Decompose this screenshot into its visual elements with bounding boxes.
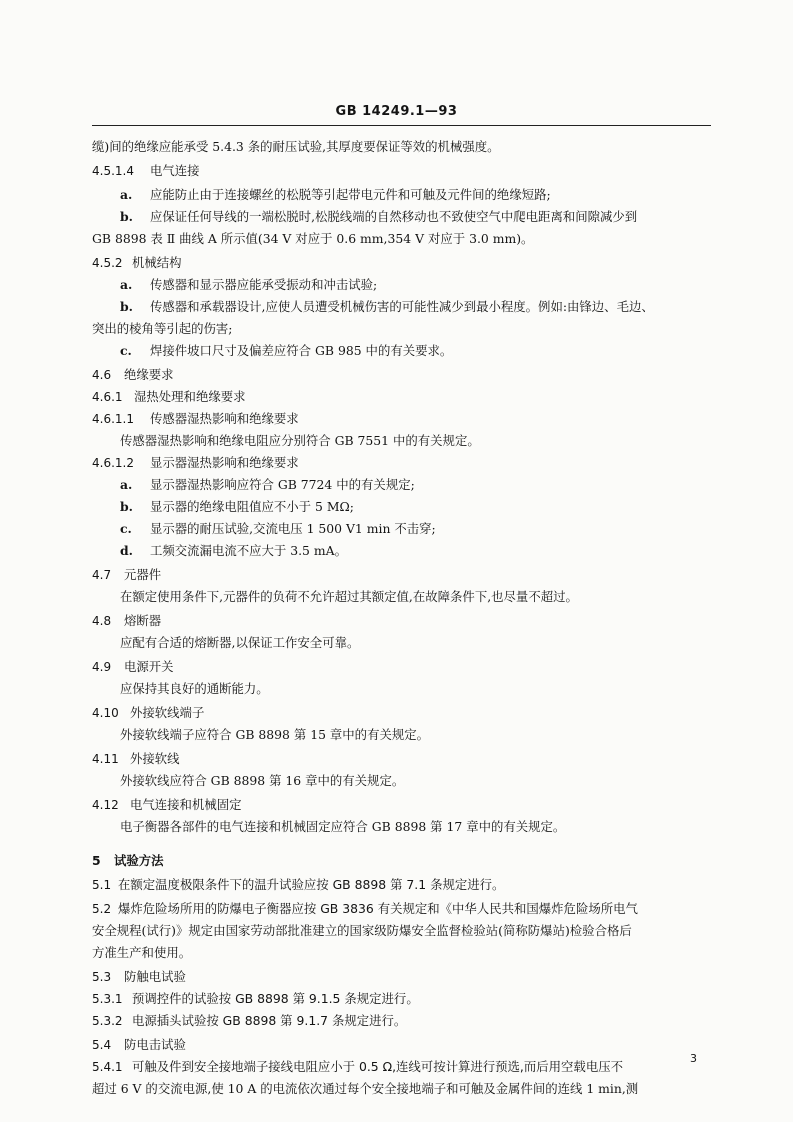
- list-item-label: c.: [120, 521, 132, 536]
- clause-text: 电源开关: [124, 659, 174, 674]
- clause-line: [92, 991, 419, 1007]
- line-text: 应保证任何导线的一端松脱时,松脱线端的自然移动也不致使空气中爬电距离和间隙减少到: [150, 209, 638, 224]
- clause-text: 预调控件的试验按 GB 8898 第 9.1.5 条规定进行。: [132, 991, 419, 1006]
- clause-line: [92, 705, 204, 721]
- line-text: 显示器湿热影响应符合 GB 7724 中的有关规定;: [150, 477, 415, 492]
- text-line: [120, 727, 429, 743]
- clause-line: [92, 1013, 406, 1029]
- clause-number: 5.1: [92, 878, 112, 892]
- list-item-label: a.: [120, 187, 133, 202]
- text-line: [120, 681, 269, 697]
- text-line: [92, 139, 500, 155]
- line-text: 显示器的耐压试验,交流电压 1 500 V1 min 不击穿;: [150, 521, 436, 536]
- line-text: 应配有合适的熔断器,以保证工作安全可靠。: [120, 635, 360, 650]
- list-item: [120, 521, 436, 537]
- list-item-label: b.: [120, 299, 133, 314]
- line-text: 应能防止由于连接螺丝的松脱等引起带电元件和可触及元件间的绝缘短路;: [150, 187, 551, 202]
- clause-line: [92, 853, 164, 869]
- clause-text: 防电击试验: [124, 1037, 186, 1052]
- clause-line: [92, 797, 242, 813]
- line-text: 外接软线应符合 GB 8898 第 16 章中的有关规定。: [120, 773, 405, 788]
- line-text: 传感器和承载器设计,应使人员遭受机械伤害的可能性减少到最小程度。例如:由锋边、毛边、: [150, 299, 654, 314]
- clause-line: [92, 389, 246, 405]
- clause-number: 4.6.1: [92, 390, 123, 404]
- text-line: [92, 923, 632, 939]
- clause-line: [92, 901, 638, 917]
- clause-number: 5.3.1: [92, 992, 123, 1006]
- clause-line: [92, 255, 182, 271]
- text-line: [120, 819, 565, 835]
- clause-number: 5.3.2: [92, 1014, 123, 1028]
- line-text: 缆)间的绝缘应能承受 5.4.3 条的耐压试验,其厚度要保证等效的机械强度。: [92, 139, 500, 154]
- list-item-label: b.: [120, 499, 133, 514]
- clause-number: 5.2: [92, 902, 112, 916]
- list-item: [120, 477, 415, 493]
- text-line: [92, 321, 232, 337]
- clause-text: 试验方法: [114, 853, 164, 868]
- list-item: [120, 277, 377, 293]
- clause-number: 4.12: [92, 798, 119, 812]
- clause-line: [92, 1059, 623, 1075]
- clause-line: [92, 751, 180, 767]
- clause-line: [92, 969, 186, 985]
- clause-text: 机械结构: [132, 255, 182, 270]
- text-line: [120, 589, 578, 605]
- text-line: [92, 945, 191, 961]
- page-number: 3: [690, 1052, 697, 1065]
- line-text: 在额定使用条件下,元器件的负荷不允许超过其额定值,在故障条件下,也尽量不超过。: [120, 589, 578, 604]
- clause-number: 4.11: [92, 752, 119, 766]
- clause-text: 外接软线端子: [130, 705, 205, 720]
- line-text: 传感器湿热影响和绝缘电阻应分别符合 GB 7551 中的有关规定。: [120, 433, 480, 448]
- line-text: 方准生产和使用。: [92, 945, 192, 960]
- clause-number: 4.8: [92, 614, 112, 628]
- list-item: [120, 187, 551, 203]
- clause-number: 4.10: [92, 706, 119, 720]
- clause-number: 5.3: [92, 970, 112, 984]
- list-item: [120, 209, 637, 225]
- line-text: 超过 6 V 的交流电源,使 10 A 的电流依次通过每个安全接地端子和可触及金属件间的连线 1 min,测: [92, 1081, 639, 1096]
- list-item: [120, 499, 354, 515]
- text-line: [120, 773, 404, 789]
- list-item: [120, 543, 347, 559]
- clause-text: 显示器湿热影响和绝缘要求: [150, 455, 299, 470]
- clause-line: [92, 455, 299, 471]
- line-text: 电子衡器各部件的电气连接和机械固定应符合 GB 8898 第 17 章中的有关规定。: [120, 819, 566, 834]
- clause-text: 熔断器: [124, 613, 162, 628]
- clause-line: [92, 613, 161, 629]
- header-rule: [92, 125, 711, 126]
- line-text: 突出的棱角等引起的伤害;: [92, 321, 233, 336]
- list-item-label: c.: [120, 343, 132, 358]
- clause-line: [92, 1037, 186, 1053]
- page-header: GB 14249.1—93: [335, 104, 458, 119]
- clause-text: 元器件: [124, 567, 162, 582]
- line-text: 外接软线端子应符合 GB 8898 第 15 章中的有关规定。: [120, 727, 430, 742]
- text-line: [92, 231, 533, 247]
- clause-number: 4.6.1.1: [92, 412, 134, 426]
- clause-line: [92, 659, 174, 675]
- list-item-label: b.: [120, 209, 133, 224]
- clause-line: [92, 163, 200, 179]
- line-text: 焊接件坡口尺寸及偏差应符合 GB 985 中的有关要求。: [150, 343, 453, 358]
- line-text: 显示器的绝缘电阻值应不小于 5 MΩ;: [150, 499, 354, 514]
- clause-text: 电源插头试验按 GB 8898 第 9.1.7 条规定进行。: [132, 1013, 407, 1028]
- clause-text: 外接软线: [130, 751, 180, 766]
- clause-number: 4.9: [92, 660, 112, 674]
- clause-line: [92, 877, 504, 893]
- line-text: 工频交流漏电流不应大于 3.5 mA。: [150, 543, 347, 558]
- clause-text: 可触及件到安全接地端子接线电阻应小于 0.5 Ω,连线可按计算进行预选,而后用空载电压不: [132, 1059, 623, 1074]
- clause-text: 爆炸危险场所用的防爆电子衡器应按 GB 3836 有关规定和《中华人民共和国爆炸危险场所电气: [118, 901, 638, 916]
- clause-line: [92, 367, 174, 383]
- clause-number: 5.4: [92, 1038, 112, 1052]
- clause-text: 绝缘要求: [124, 367, 174, 382]
- clause-line: [92, 567, 161, 583]
- clause-text: 电气连接和机械固定: [130, 797, 242, 812]
- clause-number: 4.6.1.2: [92, 456, 134, 470]
- text-line: [120, 635, 359, 651]
- clause-text: 湿热处理和绝缘要求: [134, 389, 246, 404]
- line-text: 安全规程(试行)》规定由国家劳动部批准建立的国家级防爆安全监督检验站(简称防爆站)检验合格后: [92, 923, 632, 938]
- list-item-label: d.: [120, 543, 133, 558]
- clause-number: 4.5.2: [92, 256, 123, 270]
- clause-number: 5.4.1: [92, 1060, 123, 1074]
- list-item-label: a.: [120, 477, 133, 492]
- clause-number: 5: [92, 853, 101, 868]
- clause-number: 4.6: [92, 368, 112, 382]
- text-line: [92, 1081, 638, 1097]
- line-text: 应保持其良好的通断能力。: [120, 681, 269, 696]
- list-item: [120, 343, 452, 359]
- list-item: [120, 299, 654, 315]
- clause-number: 4.7: [92, 568, 112, 582]
- clause-number: 4.5.1.4: [92, 164, 134, 178]
- clause-text: 防触电试验: [124, 969, 186, 984]
- line-text: GB 8898 表 Ⅱ 曲线 A 所示值(34 V 对应于 0.6 mm,354 V 对应于 3.0 mm)。: [92, 231, 534, 246]
- line-text: 传感器和显示器应能承受振动和冲击试验;: [150, 277, 378, 292]
- list-item-label: a.: [120, 277, 133, 292]
- clause-text: 传感器湿热影响和绝缘要求: [150, 411, 299, 426]
- clause-text: 在额定温度极限条件下的温升试验应按 GB 8898 第 7.1 条规定进行。: [118, 877, 505, 892]
- clause-text: 电气连接: [150, 163, 200, 178]
- clause-line: [92, 411, 299, 427]
- text-line: [120, 433, 480, 449]
